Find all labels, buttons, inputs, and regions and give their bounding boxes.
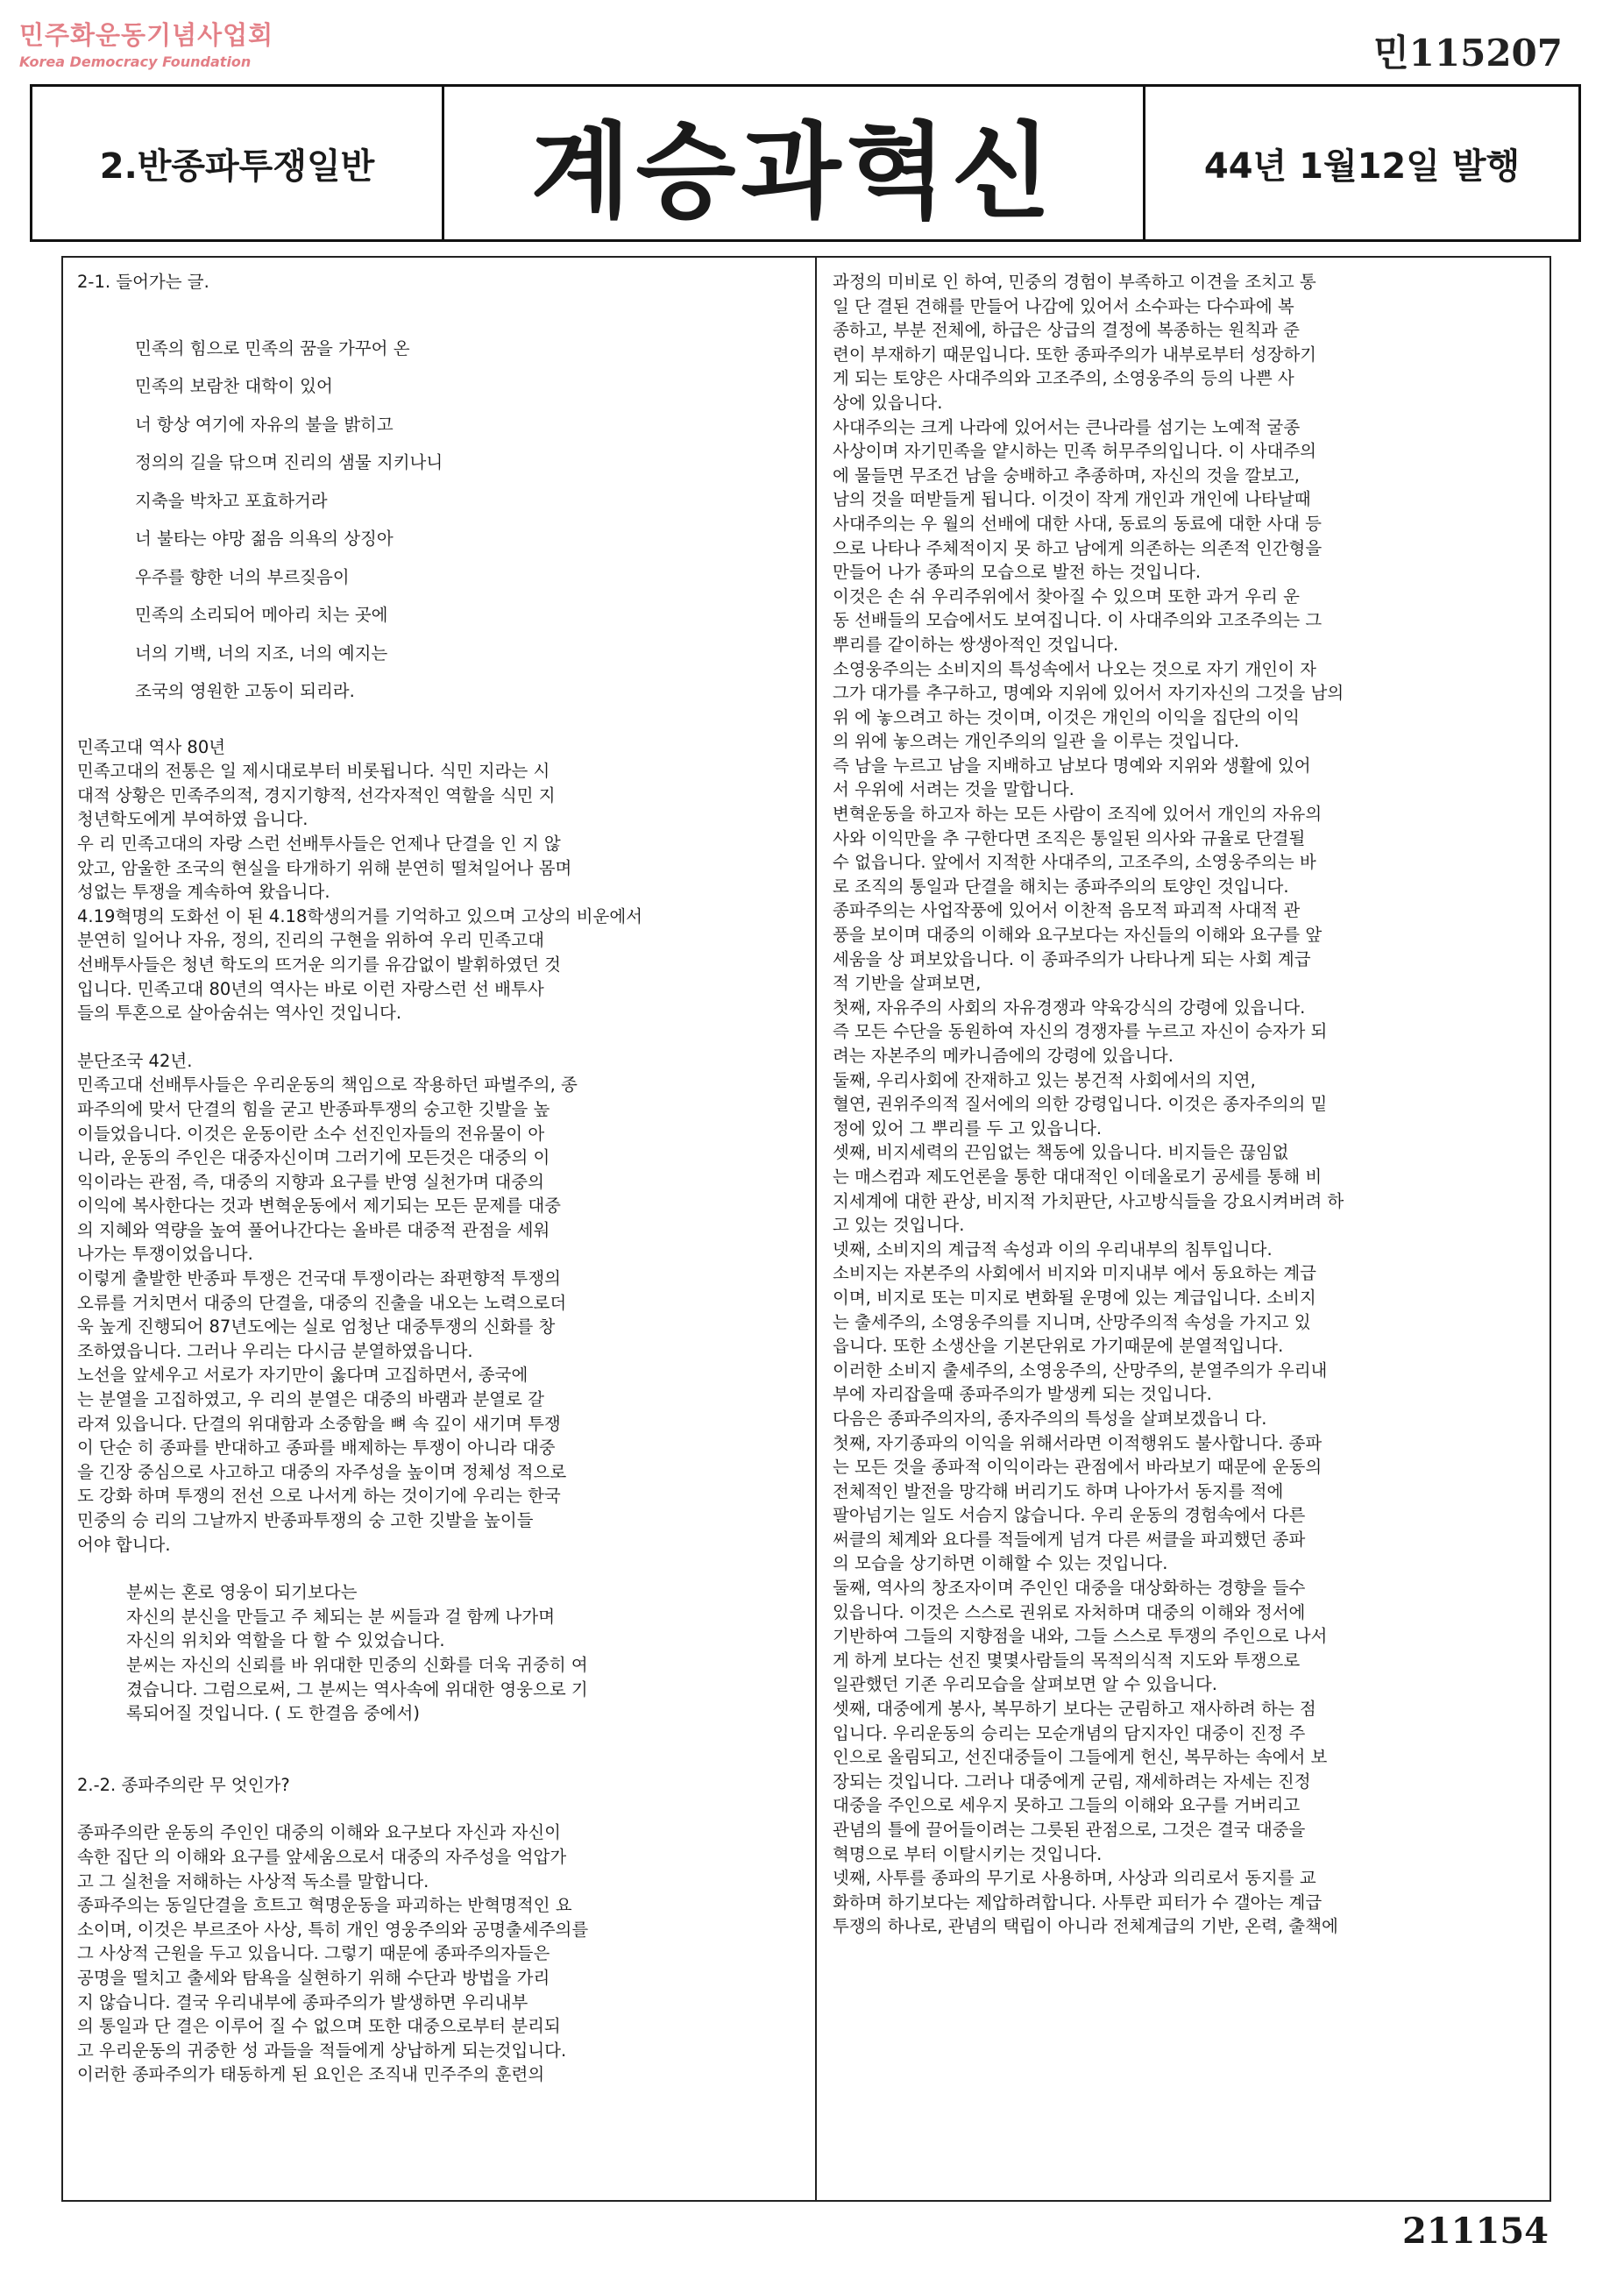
text-line: 화하며 하기보다는 제압하려합니다. 사투란 피터가 수 갤아는 계급 — [833, 1891, 1323, 1913]
text-line: 입니다. 민족고대 80년의 역사는 바로 이런 자랑스런 선 배투사 — [77, 978, 544, 999]
text-line: 이익에 복사한다는 것과 변혁운동에서 제기되는 모든 문제를 대중 — [77, 1196, 561, 1217]
text-line: 오류를 거치면서 대중의 단결을, 대중의 진출을 내오는 노력으로더 — [77, 1292, 567, 1313]
text-line: 이러한 종파주의가 태동하게 된 요인은 조직내 민주주의 훈련의 — [77, 2064, 545, 2085]
text-line: 첫째, 자유주의 사회의 자유경쟁과 약육강식의 강령에 있읍니다. — [833, 997, 1306, 1018]
text-line: 았고, 암울한 조국의 현실을 타개하기 위해 분연히 떨쳐일어나 몸며 — [77, 857, 572, 878]
text-line: 민족고대의 전통은 일 제시대로부터 비롯됩니다. 식민 지라는 시 — [77, 761, 550, 782]
text-line: 정에 있어 그 뿌리를 두 고 있읍니다. — [833, 1118, 1103, 1139]
text-line: 조하였읍니다. 그러나 우리는 다시금 분열하였읍니다. — [77, 1340, 473, 1361]
poem-line: 민족의 소리되어 메아리 치는 곳에 — [135, 605, 388, 626]
text-line: 사대주의는 우 월의 선배에 대한 사대, 동료의 동료에 대한 사대 등 — [833, 513, 1322, 534]
text-line: 넷째, 사투를 종파의 무기로 사용하며, 사상과 의리로서 동지를 교 — [833, 1868, 1316, 1889]
text-line: 로 조직의 통일과 단결을 해치는 종파주의의 토양인 것입니다. — [833, 876, 1289, 897]
text-line: 종파주의는 동일단결을 흐트고 혁명운동을 파괴하는 반혁명적인 요 — [77, 1895, 572, 1916]
text-line: 사대주의는 크게 나라에 있어서는 큰나라를 섬기는 노예적 굴종 — [833, 416, 1301, 437]
text-line: 이며, 비지로 또는 미지로 변화될 운명에 있는 계급입니다. 소비지 — [833, 1287, 1316, 1308]
text-line: 적 기반을 살펴보면, — [833, 973, 982, 994]
text-line: 관념의 틀에 끌어들이려는 그릇된 관점으로, 그것은 결국 대중을 — [833, 1820, 1306, 1840]
text-line: 으로 나타나 주체적이지 못 하고 남에게 의존하는 의존적 인간형을 — [833, 537, 1323, 558]
watermark-korean: 민주화운동기념사업회 — [19, 20, 274, 50]
text-line: 민족고대 선배투사들은 우리운동의 책임으로 작용하던 파벌주의, 종 — [77, 1075, 578, 1096]
text-line: 이것은 손 쉬 우리주위에서 찾아질 수 있으며 또한 과거 우리 운 — [833, 585, 1300, 607]
text-line: 는 매스컴과 제도언론을 통한 대대적인 이데올로기 공세를 통해 비 — [833, 1166, 1323, 1187]
quote-line: 분씨는 자신의 신뢰를 바 위대한 민중의 신화를 더욱 귀중히 여 — [126, 1654, 588, 1675]
text-line: 서 우위에 서려는 것을 말합니다. — [833, 779, 1074, 800]
text-line: 그가 대가를 추구하고, 명예와 지위에 있어서 자기자신의 그것을 남의 — [833, 683, 1344, 704]
text-line: 이 단순 히 종파를 반대하고 종파를 배제하는 투쟁이 아니라 대중 — [77, 1437, 556, 1458]
text-line: 고 그 실천을 저해하는 사상적 독소를 말합니다. — [77, 1870, 429, 1891]
text-line: 위 에 놓으려고 하는 것이며, 이것은 개인의 이익을 집단의 이익 — [833, 706, 1300, 727]
text-line: 4.19혁명의 도화선 이 된 4.18학생의거를 기억하고 있으며 고상의 비운에서 — [77, 905, 643, 926]
text-line: 이들었읍니다. 이것은 운동이란 소수 선진인자들의 전유물이 아 — [77, 1123, 545, 1144]
masthead-section: 2.반종파투쟁일반 — [32, 87, 444, 239]
text-line: 는 모든 것을 종파적 이익이라는 관점에서 바라보기 때문에 운동의 — [833, 1457, 1323, 1478]
text-line: 사와 이익만을 추 구한다면 조직은 통일된 의사와 규율로 단결될 — [833, 827, 1306, 848]
text-line: 선배투사들은 청년 학도의 뜨거운 의기를 유감없이 발휘하였던 것 — [77, 954, 561, 975]
quote-line: 자신의 위치와 역할을 다 할 수 있었습니다. — [126, 1630, 445, 1651]
text-line: 성없는 투쟁을 계속하여 왔읍니다. — [77, 882, 330, 903]
text-line: 넷째, 소비지의 계급적 속성과 이의 우리내부의 침투입니다. — [833, 1238, 1273, 1260]
text-line: 남의 것을 떠받들게 됩니다. 이것이 작게 개인과 개인에 나타날때 — [833, 489, 1311, 510]
poem-line: 너 불타는 야망 젊음 의욕의 상징아 — [135, 529, 394, 550]
text-line: 는 출세주의, 소영웅주의를 지니며, 산망주의적 속성을 가지고 있 — [833, 1311, 1311, 1332]
text-line: 셋째, 비지세력의 끈임없는 책동에 있읍니다. 비지들은 끊임없 — [833, 1142, 1289, 1163]
text-line: 노선을 앞세우고 서로가 자기만이 옳다며 고집하면서, 종국에 — [77, 1365, 528, 1386]
text-line: 지 않습니다. 결국 우리내부에 종파주의가 발생하면 우리내부 — [77, 1991, 528, 2012]
text-line: 분연히 일어나 자유, 정의, 진리의 구현을 위하여 우리 민족고대 — [77, 930, 544, 951]
text-line: 동 선배들의 모습에서도 보여집니다. 이 사대주의와 고조주의는 그 — [833, 610, 1323, 631]
text-line: 전체적인 발전을 망각해 버리기도 하며 나아가서 동지를 적에 — [833, 1480, 1284, 1501]
text-line: 민중의 승 리의 그날까지 반종파투쟁의 숭 고한 깃발을 높이들 — [77, 1510, 534, 1530]
quote-line: 분씨는 혼로 영웅이 되기보다는 — [126, 1582, 358, 1603]
text-line: 세움을 상 펴보았읍니다. 이 종파주의가 나타나게 되는 사회 계급 — [833, 948, 1311, 969]
text-line: 혁명으로 부터 이탈시키는 것입니다. — [833, 1843, 1103, 1864]
text-line: 변혁운동을 하고자 하는 모든 사람이 조직에 있어서 개인의 자유의 — [833, 804, 1323, 825]
text-line: 지세계에 대한 관상, 비지적 가치판단, 사고방식들을 강요시켜버려 하 — [833, 1190, 1344, 1211]
poem-line: 너 항상 여기에 자유의 불을 밝히고 — [135, 414, 394, 435]
text-line: 련이 부재하기 때문입니다. 또한 종파주의가 내부로부터 성장하기 — [833, 344, 1316, 365]
text-line: 써클의 체계와 요다를 적들에게 넘겨 다른 써클을 파괴했던 종파 — [833, 1529, 1306, 1550]
text-line: 다음은 종파주의자의, 종자주의의 특성을 살펴보겠읍니 다. — [833, 1408, 1267, 1429]
text-line: 는 분열을 고집하였고, 우 리의 분열은 대중의 바램과 분열로 갈 — [77, 1389, 544, 1410]
poem-line: 민족의 힘으로 민족의 꿈을 가꾸어 온 — [135, 337, 410, 358]
text-line: 과정의 미비로 인 하여, 민중의 경험이 부족하고 이견을 조치고 통 — [833, 272, 1316, 292]
text-line: 뿌리를 같이하는 쌍생아적인 것입니다. — [833, 634, 1119, 655]
text-line: 욱 높게 진행되어 87년도에는 실로 엄청난 대중투쟁의 신화를 창 — [77, 1316, 556, 1338]
text-line: 종파주의는 사업작풍에 있어서 이찬적 음모적 파괴적 사대적 관 — [833, 900, 1301, 921]
text-line: 수 없읍니다. 앞에서 지적한 사대주의, 고조주의, 소영웅주의는 바 — [833, 852, 1316, 873]
text-line: 기반하여 그들의 지향점을 내와, 그들 스스로 투쟁의 주인으로 나서 — [833, 1626, 1328, 1647]
text-line: 공명을 떨치고 출세와 탐욕을 실현하기 위해 수단과 방법을 가리 — [77, 1967, 550, 1988]
poem-line: 우주를 향한 너의 부르짖음이 — [135, 566, 350, 587]
archive-number: 민115207 — [1373, 32, 1563, 75]
text-line: 투쟁의 하나로, 관념의 택립이 아니라 전체계급의 기반, 온력, 출책에 — [833, 1916, 1338, 1937]
poem — [135, 330, 796, 711]
text-line: 라져 있읍니다. 단결의 위대함과 소중함을 뼈 속 깊이 새기며 투쟁 — [77, 1413, 561, 1434]
text-line: 부에 자리잡을때 종파주의가 발생케 되는 것입니다. — [833, 1384, 1212, 1405]
text-line: 고 우리운동의 귀중한 성 과들을 적들에게 상납하게 되는것입니다. — [77, 2040, 567, 2061]
text-line: 이러한 소비지 출세주의, 소영웅주의, 산망주의, 분열주의가 우리내 — [833, 1359, 1328, 1380]
text-line: 즉 남을 누르고 남을 지배하고 남보다 명예와 지위와 생활에 있어 — [833, 755, 1311, 776]
masthead-title: 계승과혁신 — [444, 87, 1145, 239]
text-line: 둘째, 역사의 창조자이며 주인인 대중을 대상화하는 경향을 들수 — [833, 1578, 1306, 1599]
text-line: 대중을 주인으로 세우지 못하고 그들의 이해와 요구를 거버리고 — [833, 1795, 1301, 1816]
text-line: 나가는 투쟁이었읍니다. — [77, 1244, 253, 1265]
text-line: 을 긴장 중심으로 사고하고 대중의 자주성을 높이며 정체성 적으로 — [77, 1461, 567, 1482]
text-line: 니라, 운동의 주인은 대중자신이며 그러기에 모든것은 대중의 이 — [77, 1147, 550, 1168]
section-title-history: 민족고대 역사 80년 — [77, 736, 226, 757]
text-line: 청년학도에게 부여하였 읍니다. — [77, 809, 308, 830]
text-line: 즉 모든 수단을 동원하여 자신의 경쟁자를 누르고 자신이 승자가 되 — [833, 1021, 1328, 1042]
text-line: 읍니다. 또한 소생산을 기본단위로 가기때문에 분열적입니다. — [833, 1336, 1284, 1357]
text-line: 풍을 보이며 대중의 이해와 요구보다는 자신들의 이해와 요구를 앞 — [833, 925, 1323, 946]
section-title-sectarianism: 2.-2. 종파주의란 무 엇인가? — [77, 1774, 290, 1795]
text-line: 상에 있읍니다. — [833, 392, 943, 413]
text-line: 이렇게 출발한 반종파 투쟁은 건국대 투쟁이라는 좌편향적 투쟁의 — [77, 1268, 561, 1289]
poem-line: 민족의 보람찬 대학이 있어 — [135, 376, 333, 397]
text-line: 우 리 민족고대의 자랑 스런 선배투사들은 언제나 단결을 인 지 않 — [77, 833, 561, 854]
text-line: 입니다. 우리운동의 승리는 모순개념의 담지자인 대중이 진정 주 — [833, 1722, 1306, 1743]
watermark-english: Korea Democracy Foundation — [19, 53, 252, 70]
text-line: 의 위에 놓으려는 개인주의의 일관 을 이루는 것입니다. — [833, 731, 1240, 752]
text-line: 대적 상황은 민족주의적, 경지기향적, 선각자적인 역할을 식민 지 — [77, 784, 556, 805]
text-line: 소이며, 이것은 부르조아 사상, 특히 개인 영웅주의와 공명출세주의를 — [77, 1919, 589, 1940]
text-line: 셋째, 대중에게 봉사, 복무하기 보다는 군림하고 재사하려 하는 점 — [833, 1699, 1316, 1720]
text-line: 첫째, 자기종파의 이익을 위해서라면 이적행위도 불사합니다. 종파 — [833, 1432, 1323, 1453]
main-frame — [61, 256, 1551, 2202]
quote-line: 겼습니다. 그럼으로써, 그 분씨는 역사속에 위대한 영웅으로 기 — [126, 1678, 588, 1700]
text-line: 도 강화 하며 투쟁의 전선 으로 나서게 하는 것이기에 우리는 한국 — [77, 1486, 561, 1507]
poem-line: 정의의 길을 닦으며 진리의 샘물 지키나니 — [135, 452, 443, 473]
text-line: 게 되는 토양은 사대주의와 고조주의, 소영웅주의 등의 나쁜 사 — [833, 368, 1294, 389]
right-column — [833, 270, 1541, 1939]
text-line: 팔아넘기는 일도 서슴지 않습니다. 우리 운동의 경험속에서 다른 — [833, 1505, 1306, 1526]
text-line: 익이라는 관점, 즉, 대중의 지향과 요구를 반영 실천가며 대중의 — [77, 1171, 544, 1192]
text-line: 속한 집단 의 이해와 요구를 앞세움으로서 대중의 자주성을 억압가 — [77, 1846, 567, 1867]
poem-line: 너의 기백, 너의 지조, 너의 예지는 — [135, 642, 388, 664]
text-line: 에 물들면 무조건 남을 숭배하고 추종하며, 자신의 것을 깔보고, — [833, 465, 1300, 486]
poem-line: 조국의 영원한 고동이 되리라. — [135, 681, 355, 702]
text-line: 장되는 것입니다. 그러나 대중에게 군림, 재세하려는 자세는 진정 — [833, 1771, 1311, 1792]
text-line: 의 통일과 단 결은 이루어 질 수 없으며 또한 대중으로부터 분리되 — [77, 2016, 561, 2037]
text-line: 인으로 올림되고, 선진대중들이 그들에게 헌신, 복무하는 속에서 보 — [833, 1747, 1328, 1768]
text-line: 의 모습을 상기하면 이해할 수 있는 것입니다. — [833, 1553, 1168, 1574]
quote-line: 자신의 분신을 만들고 주 체되는 분 씨들과 걸 함께 나가며 — [126, 1606, 556, 1627]
text-line: 파주의에 맞서 단결의 힘을 굳고 반종파투쟁의 숭고한 깃발을 높 — [77, 1098, 550, 1119]
text-line: 의 지혜와 역량을 높여 풀어나간다는 올바른 대중적 관점을 세워 — [77, 1219, 550, 1240]
masthead — [30, 84, 1581, 242]
text-line: 소영웅주의는 소비지의 특성속에서 나오는 것으로 자기 개인이 자 — [833, 658, 1316, 679]
text-line: 둘째, 우리사회에 잔재하고 있는 봉건적 사회에서의 지연, — [833, 1069, 1256, 1090]
left-column — [77, 270, 796, 2087]
text-line: 어야 합니다. — [77, 1534, 171, 1555]
quote-block — [77, 1580, 796, 1726]
quote-line: 록되어질 것입니다. ( 도 한결음 중에서) — [126, 1703, 420, 1724]
text-line: 일 단 결된 견해를 만들어 나감에 있어서 소수파는 다수파에 복 — [833, 295, 1294, 316]
text-line: 그 사상적 근원을 두고 있읍니다. 그렇기 때문에 종파주의자들은 — [77, 1943, 550, 1964]
text-line: 종파주의란 운동의 주인인 대중의 이해와 요구보다 자신과 자신이 — [77, 1822, 561, 1843]
watermark — [19, 16, 273, 70]
text-line: 혈연, 권위주의적 질서에의 의한 강령입니다. 이것은 종자주의의 밑 — [833, 1094, 1328, 1115]
bottom-number: 211154 — [1402, 2211, 1549, 2252]
text-line: 일관했던 기존 우리모습을 살펴보면 알 수 있읍니다. — [833, 1674, 1217, 1695]
section-title-division: 분단조국 42년. — [77, 1050, 193, 1071]
poem-line: 지축을 박차고 포효하거라 — [135, 490, 328, 511]
masthead-date: 44년 1월12일 발행 — [1203, 145, 1521, 187]
section-title-intro: 2-1. 들어가는 글. — [77, 272, 209, 292]
text-line: 소비지는 자본주의 사회에서 비지와 미지내부 에서 동요하는 계급 — [833, 1263, 1316, 1284]
text-line: 있읍니다. 이것은 스스로 권위로 자처하며 대중의 이해와 정서에 — [833, 1601, 1306, 1622]
text-line: 종하고, 부분 전체에, 하급은 상급의 결정에 복종하는 원칙과 준 — [833, 320, 1300, 341]
text-line: 게 하게 보다는 선진 몇몇사람들의 목적의식적 지도와 투쟁으로 — [833, 1650, 1301, 1671]
text-line: 만들어 나가 종파의 모습으로 발전 하는 것입니다. — [833, 562, 1202, 583]
text-line: 려는 자본주의 메카니즘에의 강령에 있읍니다. — [833, 1046, 1174, 1066]
column-divider — [815, 258, 817, 2200]
text-line: 들의 투혼으로 살아숨쉬는 역사인 것입니다. — [77, 1003, 402, 1024]
text-line: 사상이며 자기민족을 얕시하는 민족 허무주의입니다. 이 사대주의 — [833, 441, 1316, 462]
text-line: 고 있는 것입니다. — [833, 1215, 965, 1236]
